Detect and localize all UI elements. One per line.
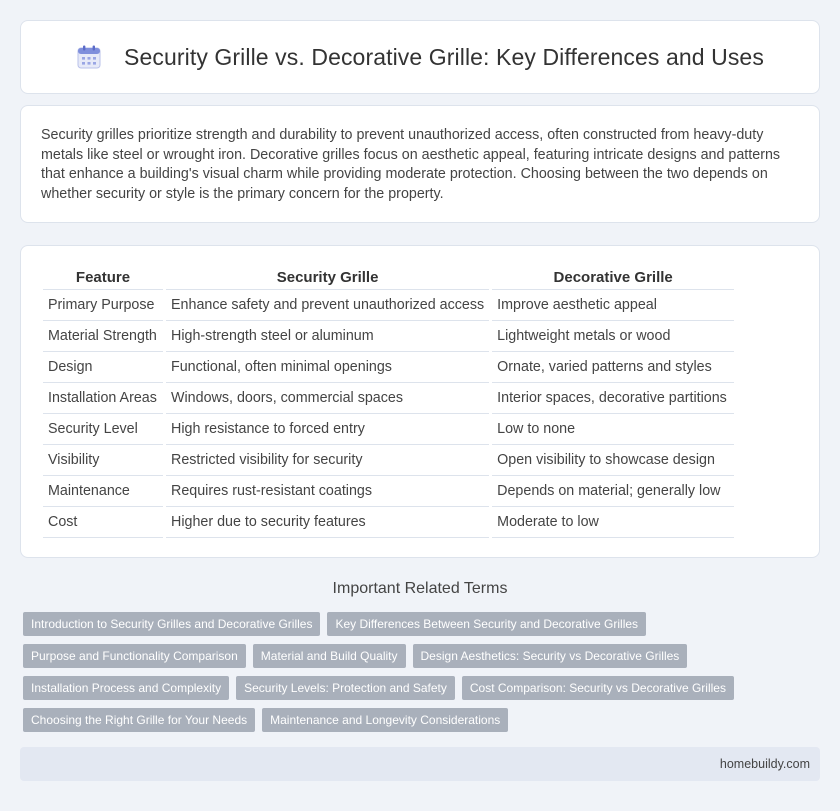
table-header-row <box>43 264 734 290</box>
related-term-tag[interactable]: Purpose and Functionality Comparison <box>23 644 246 668</box>
tag-row <box>23 708 823 732</box>
table-row <box>43 290 734 321</box>
related-term-tag[interactable]: Installation Process and Complexity <box>23 676 229 700</box>
security-cell: Enhance safety and prevent unauthorized access <box>166 290 489 321</box>
table-row <box>43 383 734 414</box>
comparison-table <box>40 264 737 538</box>
related-terms-title: Important Related Terms <box>332 580 508 597</box>
decorative-cell: Depends on material; generally low <box>492 476 734 507</box>
table-row <box>43 321 734 352</box>
header-feature: Feature <box>43 264 163 290</box>
decorative-cell: Improve aesthetic appeal <box>492 290 734 321</box>
table-row <box>43 414 734 445</box>
security-cell: High-strength steel or aluminum <box>166 321 489 352</box>
feature-cell: Visibility <box>43 445 163 476</box>
footer <box>20 747 820 781</box>
security-cell: Requires rust-resistant coatings <box>166 476 489 507</box>
related-term-tag[interactable]: Cost Comparison: Security vs Decorative Grilles <box>462 676 734 700</box>
security-cell: Windows, doors, commercial spaces <box>166 383 489 414</box>
table-row <box>43 352 734 383</box>
decorative-cell: Ornate, varied patterns and styles <box>492 352 734 383</box>
feature-cell: Design <box>43 352 163 383</box>
table-row <box>43 507 734 538</box>
related-term-tag[interactable]: Key Differences Between Security and Decorative Grilles <box>327 612 646 636</box>
related-term-tag[interactable]: Introduction to Security Grilles and Decorative Grilles <box>23 612 320 636</box>
feature-cell: Installation Areas <box>43 383 163 414</box>
decorative-cell: Interior spaces, decorative partitions <box>492 383 734 414</box>
header-card <box>20 20 820 94</box>
security-cell: Higher due to security features <box>166 507 489 538</box>
feature-cell: Primary Purpose <box>43 290 163 321</box>
security-cell: Functional, often minimal openings <box>166 352 489 383</box>
decorative-cell: Lightweight metals or wood <box>492 321 734 352</box>
decorative-cell: Moderate to low <box>492 507 734 538</box>
feature-cell: Security Level <box>43 414 163 445</box>
table-row <box>43 476 734 507</box>
related-term-tag[interactable]: Design Aesthetics: Security vs Decorative Grilles <box>413 644 688 668</box>
header-decorative-grille: Decorative Grille <box>492 264 734 290</box>
security-cell: Restricted visibility for security <box>166 445 489 476</box>
tag-row <box>23 612 823 636</box>
decorative-cell: Low to none <box>492 414 734 445</box>
header-security-grille: Security Grille <box>166 264 489 290</box>
feature-cell: Maintenance <box>43 476 163 507</box>
table-row <box>43 445 734 476</box>
feature-cell: Material Strength <box>43 321 163 352</box>
related-term-tag[interactable]: Security Levels: Protection and Safety <box>236 676 455 700</box>
calendar-icon <box>76 44 102 70</box>
footer-site-name[interactable]: homebuildy.com <box>719 757 810 771</box>
feature-cell: Cost <box>43 507 163 538</box>
related-term-tag[interactable]: Maintenance and Longevity Considerations <box>262 708 508 732</box>
related-terms-list <box>23 612 823 740</box>
tag-row <box>23 644 823 668</box>
intro-text: Security grilles prioritize strength and durability to prevent unauthorized access, often constructed from heavy-duty metals like steel or wrought iron. Decorative grilles focus on aesthetic appeal, featuring intricate designs and patterns that enhance a building's visual charm while providing moderate protection. Choosing between the two depends on whether security or style is the primary concern for the property. <box>41 127 781 202</box>
related-term-tag[interactable]: Material and Build Quality <box>253 644 406 668</box>
decorative-cell: Open visibility to showcase design <box>492 445 734 476</box>
intro-card <box>20 105 820 223</box>
related-term-tag[interactable]: Choosing the Right Grille for Your Needs <box>23 708 255 732</box>
tag-row <box>23 676 823 700</box>
page-title: Security Grille vs. Decorative Grille: Key Differences and Uses <box>124 43 764 70</box>
comparison-table-card <box>20 245 820 558</box>
security-cell: High resistance to forced entry <box>166 414 489 445</box>
